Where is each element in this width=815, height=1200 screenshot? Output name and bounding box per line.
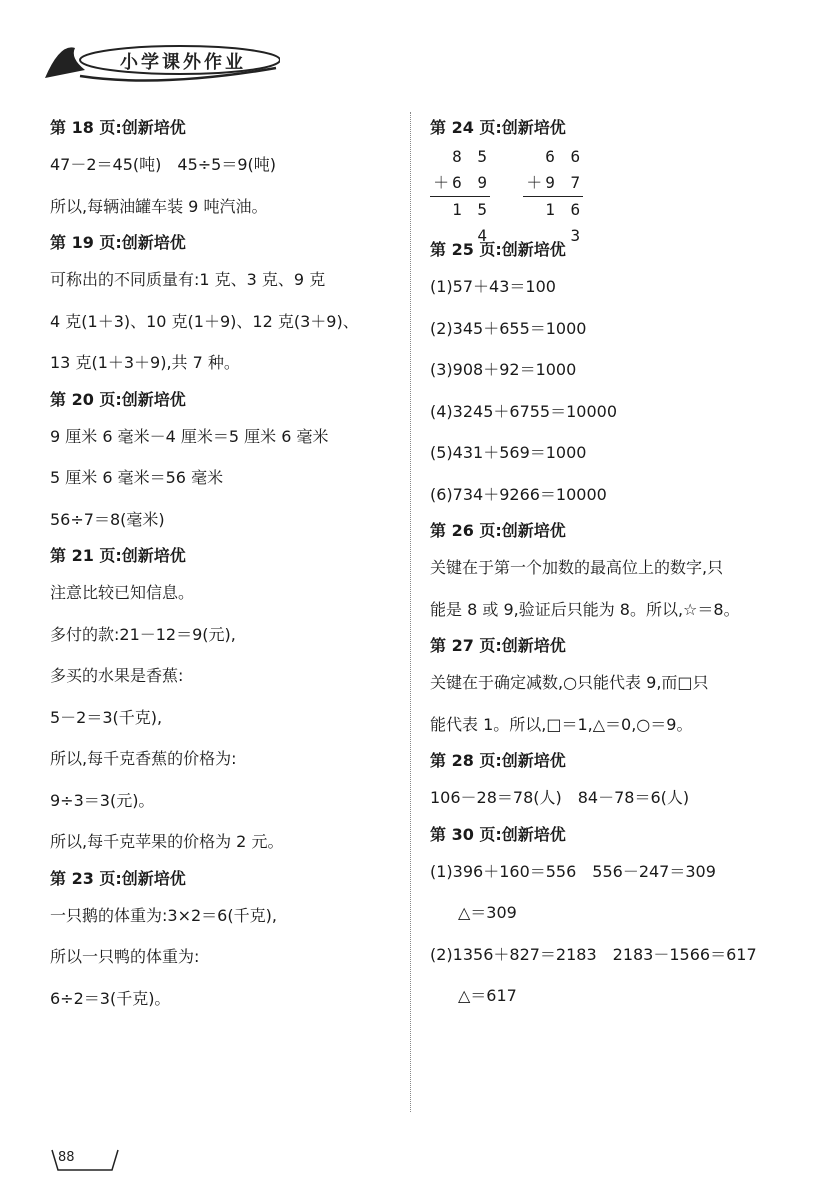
- answer-line: 所以一只鸭的体重为:: [50, 947, 200, 966]
- section-p26: [430, 515, 790, 630]
- answer-line: 关键在于确定减数,○只能代表 9,而□只: [430, 673, 709, 692]
- addend-bottom: ＋9 7: [526, 173, 584, 192]
- section-title: 第 19 页:创新培优: [50, 233, 186, 252]
- answer-line: 9÷3＝3(元)。: [50, 790, 155, 810]
- answer-line: 47－2＝45(吨) 45÷5＝9(吨): [50, 155, 276, 174]
- addend-bottom: ＋6 9: [433, 173, 490, 192]
- answer-line: (3)908＋92＝1000: [430, 360, 577, 379]
- answer-line: 能代表 1。所以,□＝1,△＝0,○＝9。: [430, 714, 693, 734]
- vertical-additions: [430, 144, 790, 245]
- answer-line: 注意比较已知信息。: [50, 583, 195, 602]
- sum: 1 6 3: [523, 196, 583, 223]
- left-column: [50, 112, 400, 1019]
- addend-top: 8 5: [452, 147, 490, 166]
- section-title: 第 28 页:创新培优: [430, 751, 566, 770]
- section-title: 第 30 页:创新培优: [430, 824, 566, 844]
- answer-line: 能是 8 或 9,验证后只能为 8。所以,☆＝8。: [430, 599, 740, 619]
- answer-line: 106－28＝78(人) 84－78＝6(人): [430, 788, 690, 807]
- section-title: 第 20 页:创新培优: [50, 389, 186, 409]
- answer-line: 56÷7＝8(毫米): [50, 509, 165, 529]
- section-p24: [430, 112, 790, 245]
- answer-line: (2)1356＋827＝2183 2183－1566＝617: [430, 944, 757, 964]
- answer-line: 所以,每千克苹果的价格为 2 元。: [50, 832, 284, 851]
- section-p28: [430, 745, 790, 819]
- section-title: 第 26 页:创新培优: [430, 521, 566, 540]
- answer-line: 5－2＝3(千克),: [50, 707, 163, 727]
- answer-line: (1)396＋160＝556 556－247＝309: [430, 861, 716, 881]
- answer-line: 一只鹅的体重为:3×2＝6(千克),: [50, 905, 277, 925]
- sum: 1 5 4: [430, 196, 490, 223]
- answer-line: 所以,每辆油罐车装 9 吨汽油。: [50, 196, 268, 216]
- vertical-addition-1: [430, 144, 490, 245]
- answer-line: (1)57＋43＝100: [430, 277, 556, 296]
- section-p30: [430, 819, 790, 1017]
- section-title: 第 27 页:创新培优: [430, 636, 566, 655]
- answer-line: (4)3245＋6755＝10000: [430, 401, 618, 421]
- answer-line: 关键在于第一个加数的最高位上的数字,只: [430, 558, 724, 577]
- answer-line: 6÷2＝3(千克)。: [50, 988, 171, 1008]
- answer-line: 4 克(1＋3)、10 克(1＋9)、12 克(3＋9)、: [50, 311, 359, 331]
- answer-line: 多买的水果是香蕉:: [50, 666, 184, 685]
- section-p23: [50, 863, 400, 1020]
- section-p21: [50, 540, 400, 863]
- answer-line: (6)734＋9266＝10000: [430, 484, 607, 504]
- section-title: 第 23 页:创新培优: [50, 868, 186, 888]
- answer-line: 9 厘米 6 毫米－4 厘米＝5 厘米 6 毫米: [50, 426, 329, 446]
- section-p18: [50, 112, 400, 227]
- answer-line: 可称出的不同质量有:1 克、3 克、9 克: [50, 270, 326, 289]
- answer-line: 多付的款:21－12＝9(元),: [50, 624, 236, 644]
- vertical-addition-2: [523, 144, 584, 245]
- section-title: 第 21 页:创新培优: [50, 546, 186, 565]
- section-title: 第 25 页:创新培优: [430, 240, 566, 259]
- section-p19: [50, 227, 400, 384]
- answer-line: (2)345＋655＝1000: [430, 318, 587, 338]
- answer-line: 13 克(1＋3＋9),共 7 种。: [50, 353, 240, 372]
- section-p20: [50, 384, 400, 541]
- page-number: 88: [58, 1150, 75, 1165]
- section-title: 第 24 页:创新培优: [430, 118, 566, 137]
- section-title: 第 18 页:创新培优: [50, 118, 186, 137]
- header-title: 小学课外作业: [120, 52, 246, 73]
- answer-line: 所以,每千克香蕉的价格为:: [50, 749, 237, 768]
- column-divider: [410, 112, 411, 1112]
- addend-top: 6 6: [545, 147, 584, 166]
- answer-line: 5 厘米 6 毫米＝56 毫米: [50, 468, 224, 487]
- section-p25: [430, 234, 790, 515]
- answer-line: (5)431＋569＝1000: [430, 443, 587, 462]
- right-column: [430, 112, 790, 1017]
- answer-line: △＝309: [458, 903, 517, 922]
- answer-line: △＝617: [458, 986, 517, 1005]
- section-p27: [430, 630, 790, 745]
